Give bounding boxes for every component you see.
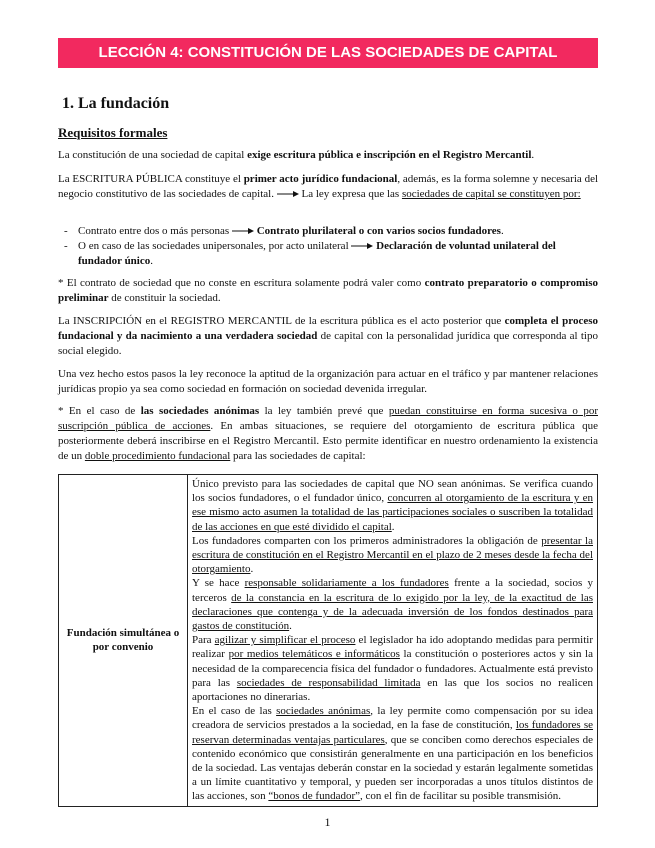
- paragraph-legal-capacity: Una vez hecho estos pasos la ley reconoce la aptitud de la organización para actuar en el tráfico y par mantener relaciones jurídicas propio ya sea como sociedad en formación on sociedad devenida irregular.: [58, 368, 598, 395]
- right-arrow-icon: [351, 242, 373, 250]
- table-cell-paragraph: Único previsto para las sociedades de capital que NO sean anónimas. Se verifica cuando los socios fundadores, o el fundador único, concurren al otorgamiento de la escritura y en ese mismo acto asumen la totalidad de las participaciones sociales o suscriben la totalidad de las acciones en que esté dividido el capital.: [192, 478, 594, 533]
- table-row: [59, 475, 598, 807]
- paragraph-inscription: La INSCRIPCIÓN en el REGISTRO MERCANTIL de la escritura pública es el acto posterior que completa el proceso fundacional y da nacimiento a una verdadera sociedad de capital con la personalidad jurídica que corresponda al tipo social elegido.: [58, 315, 598, 357]
- paragraph-sociedades-anonimas: * En el caso de las sociedades anónimas la ley también prevé que puedan constituirse en forma sucesiva o por suscripción pública de acciones. En ambas situaciones, se requiere del otorgamiento de escritura pública que posteriormente deberá inscribirse en el Registro Mercantil. Esto permite identificar en nuestro ordenamiento la existencia de un doble procedimiento fundacional para las sociedades de capital:: [58, 405, 598, 462]
- constitution-list: [58, 224, 598, 269]
- subsection-heading: Requisitos formales: [58, 125, 168, 140]
- paragraph-escritura: La ESCRITURA PÚBLICA constituye el primer acto jurídico fundacional, además, es la forma solemne y necesaria del negocio constitutivo de las sociedades de capital. La ley expresa que las sociedades de capital se constituyen por:: [58, 173, 599, 200]
- list-item: - O en caso de las sociedades unipersonales, por acto unilateral Declaración de voluntad unilateral del fundador único.: [64, 240, 556, 267]
- table-cell-paragraph: Para agilizar y simplificar el proceso el legislador ha ido adoptando medidas para permitir realizar por medios telemáticos e informáticos la constitución o posteriores actos y sin la necesidad de la comparecencia física del fundador o fundadores. Actualmente está previsto para las sociedades de responsabilidad limitada en las que los socios no realicen aportaciones no dinerarias.: [192, 634, 594, 704]
- table-cell-description: [188, 475, 598, 807]
- right-arrow-icon: [232, 227, 254, 235]
- lesson-title-banner: LECCIÓN 4: CONSTITUCIÓN DE LAS SOCIEDADES DE CAPITAL: [58, 38, 598, 68]
- table-cell-paragraph: En el caso de las sociedades anónimas, la ley permite como compensación por su idea creadora de servicios prestados a la sociedad, en la fase de constitución, los fundadores se reservan determinadas ventajas particulares, que se conciben como derechos especiales de contenido económico que consistirán generalmente en una participación en los beneficios de la sociedad. Las ventajas deberán constar en la sociedad y estarán legalmente sometidas a un límite cuantitativo y temporal, y pueden ser incorporadas a unos títulos distintos de las acciones, son “bonos de fundador”, con el fin de facilitar su posible transmisión.: [192, 705, 594, 803]
- table-cell-paragraph: Y se hace responsable solidariamente a los fundadores frente a la sociedad, socios y terceros de la constancia en la escritura de lo exigido por la ley, de la exactitud de las declaraciones que contenga y de la adecuada inversión de los fondos destinados para gastos de constitución.: [192, 577, 593, 633]
- section-heading: 1. La fundación: [62, 95, 170, 112]
- paragraph-preliminary-contract: * El contrato de sociedad que no conste en escritura solamente podrá valer como contrato preparatorio o compromiso preliminar de constituir la sociedad.: [58, 277, 598, 304]
- paragraph-constitution: La constitución de una sociedad de capital exige escritura pública e inscripción en el Registro Mercantil.: [58, 149, 535, 161]
- table-cell-paragraph: Los fundadores comparten con los primeros administradores la obligación de presentar la escritura de constitución en el Registro Mercantil en el plazo de 2 meses desde la fecha del otorgamiento.: [192, 534, 593, 576]
- foundation-table: [58, 474, 598, 807]
- table-row-label: Fundación simultánea o por convenio: [59, 475, 188, 807]
- list-item: - Contrato entre dos o más personas Contrato plurilateral o con varios socios fundadores.: [64, 225, 504, 237]
- right-arrow-icon: [277, 190, 299, 198]
- page-number: 1: [324, 815, 331, 829]
